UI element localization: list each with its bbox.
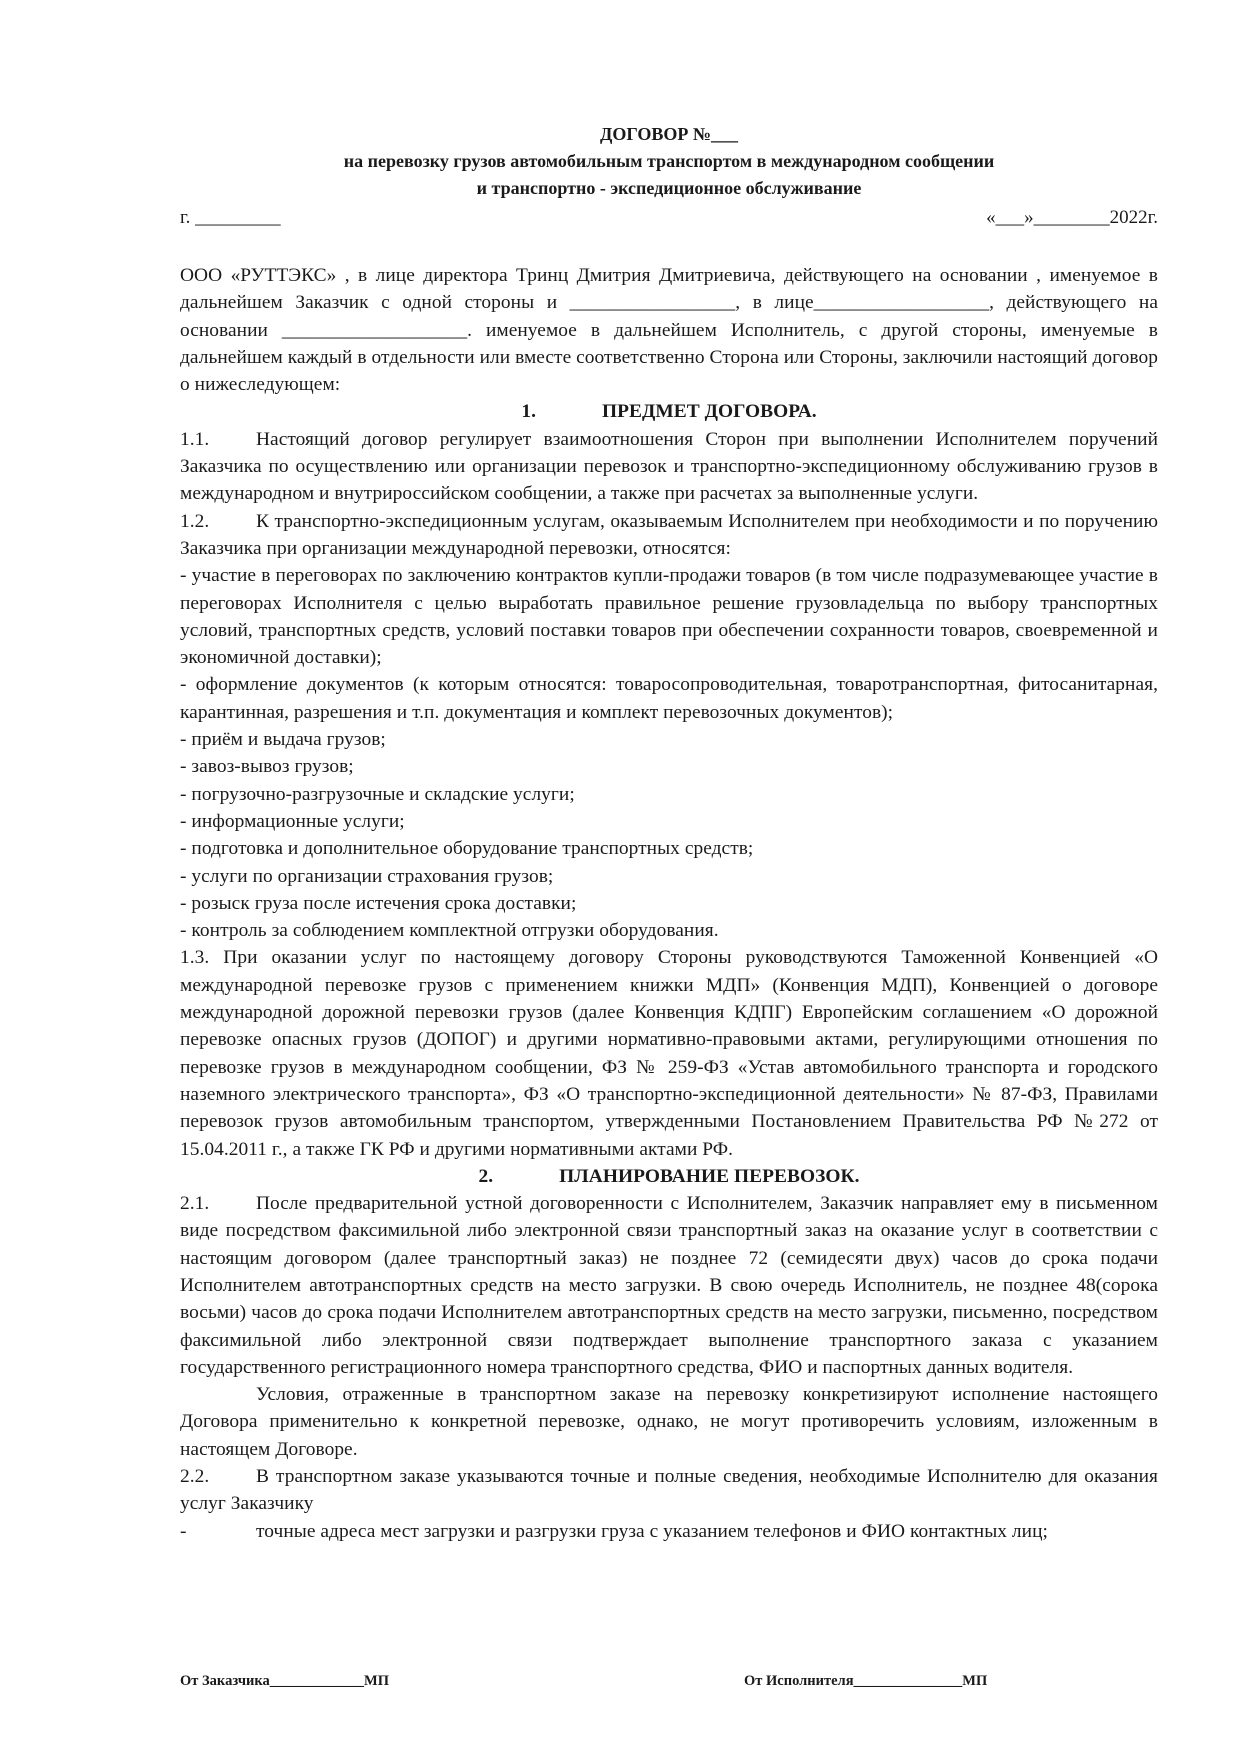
- section-title: ПЛАНИРОВАНИЕ ПЕРЕВОЗОК.: [559, 1165, 860, 1187]
- clause-text: К транспортно-экспедиционным услугам, оказываемым Исполнителем при необходимости и по поручению Заказчика при организации международной перевозки, относятся:: [180, 510, 1158, 559]
- contract-subtitle-line-1: на перевозку грузов автомобильным транспортом в международном сообщении: [343, 151, 995, 171]
- date-field: «___»________2022г.: [986, 207, 1158, 228]
- section-number: 1.: [521, 401, 536, 423]
- contractor-signature: От Исполнителя_______________МП: [744, 1673, 988, 1689]
- clause-number: 1.1.: [180, 428, 210, 450]
- clause-2-2-item: [180, 1518, 1158, 1545]
- clause-text: Настоящий договор регулирует взаимоотношения Сторон при выполнении Исполнителем поручений Заказчика по осуществлению или организации перевозок и транспортно-экспедиционному обслуживанию грузов в международном и внутрироссийском сообщении, а также при расчетах за выполненные услуги.: [180, 428, 1158, 505]
- clause-1-2: [180, 508, 1158, 563]
- service-item: - приём и выдача грузов;: [180, 729, 386, 751]
- service-item: - погрузочно-разгрузочные и складские услуги;: [180, 783, 575, 805]
- service-item: - информационные услуги;: [180, 810, 405, 832]
- service-item: - розыск груза после истечения срока доставки;: [180, 892, 577, 914]
- section-number: 2.: [478, 1165, 494, 1187]
- section-heading-1: [180, 398, 1158, 425]
- clause-2-1-continuation: Условия, отраженные в транспортном заказе на перевозку конкретизируют исполнение настоящего Договора применительно к конкретной перевозке, однако, не могут противоречить условиям, изложенным в настоящем Договоре.: [180, 1384, 1158, 1460]
- contract-title: ДОГОВОР №___: [600, 124, 738, 144]
- signature-footer: [180, 1671, 1158, 1691]
- service-item: - участие в переговорах по заключению контрактов купли-продажи товаров (в том числе подразумевающее участие в переговорах Исполнителя с целью выработать правильное решение грузовладельца по выбору транспортных условий, транспортных средств, условий поставки товаров при обеспечении сохранности товаров, своевременной и экономичной доставки);: [180, 565, 1158, 669]
- section-heading-2: [180, 1163, 1158, 1190]
- contract-subtitle-line-2: и транспортно - экспедиционное обслуживание: [476, 178, 862, 198]
- list-dash: -: [180, 1520, 187, 1542]
- place-date-line: [180, 204, 1158, 231]
- section-title: ПРЕДМЕТ ДОГОВОРА.: [601, 401, 817, 423]
- preamble: ООО «РУТТЭКС» , в лице директора Тринц Дмитрия Дмитриевича, действующего на основании , именуемое в дальнейшем Заказчик с одной стороны и _________________, в лице__________________, действующего на основании ___________________. именуемое в дальнейшем Исполнитель, с другой стороны, именуемые в дальнейшем каждый в отдельности или вместе соответственно Сторона или Стороны, заключили настоящий договор о нижеследующем:: [180, 265, 1158, 396]
- service-item: - завоз-вывоз грузов;: [180, 756, 354, 778]
- clause-2-1: [180, 1190, 1158, 1381]
- service-item: - услуги по организации страхования грузов;: [180, 865, 554, 887]
- service-item: - контроль за соблюдением комплектной отгрузки оборудования.: [180, 920, 719, 942]
- list-item-text: точные адреса мест загрузки и разгрузки груза с указанием телефонов и ФИО контактных лиц;: [256, 1520, 1048, 1542]
- clause-text: В транспортном заказе указываются точные и полные сведения, необходимые Исполнителю для оказания услуг Заказчику: [180, 1466, 1158, 1515]
- customer-signature: От Заказчика_____________МП: [180, 1673, 389, 1689]
- place-field: г. _________: [180, 207, 281, 228]
- clause-1-1: [180, 426, 1158, 508]
- clause-number: 2.1.: [180, 1193, 210, 1215]
- clause-number: 2.2.: [180, 1466, 210, 1488]
- clause-2-2: [180, 1463, 1158, 1518]
- contract-body: [180, 262, 1158, 1545]
- service-item: - оформление документов (к которым относятся: товаросопроводительная, товаротранспортная, фитосанитарная, карантинная, разрешения и т.п. документация и комплект перевозочных документов);: [180, 674, 1158, 723]
- clause-text: После предварительной устной договоренности с Исполнителем, Заказчик направляет ему в письменном виде посредством факсимильной либо электронной связи транспортный заказ на оказание услуг в соответствии с настоящим договором (далее транспортный заказ) не позднее 72 (семидесяти двух) часов до срока подачи Исполнителем автотранспортных средств на место загрузки. В свою очередь Исполнитель, не позднее 48(сорока восьми) часов до срока подачи Исполнителем автотранспортных средств на место загрузки, письменно, посредством факсимильной либо электронной связи подтверждает выполнение транспортного заказа с указанием государственного регистрационного номера транспортного средства, ФИО и паспортных данных водителя.: [180, 1193, 1158, 1378]
- clause-1-3: 1.3. При оказании услуг по настоящему договору Стороны руководствуются Таможенной Конвенцией «О международной перевозке грузов с применением книжки МДП» (Конвенция МДП), Конвенцией о договоре международной дорожной перевозки грузов (далее Конвенция КДПГ) Европейским соглашением «О дорожной перевозке опасных грузов (ДОПОГ) и другими нормативно-правовыми актами, регулирующими отношения по перевозке грузов в международном сообщении, ФЗ № 259-ФЗ «Устав автомобильного транспорта и городского наземного электрического транспорта», ФЗ «О транспортно-экспедиционной деятельности» № 87-ФЗ, Правилами перевозок грузов автомобильным транспортом, утвержденными Постановлением Правительства РФ №272 от 15.04.2011 г., а также ГК РФ и другими нормативными актами РФ.: [180, 947, 1158, 1160]
- clause-number: 1.2.: [180, 510, 210, 532]
- service-item: - подготовка и дополнительное оборудование транспортных средств;: [180, 838, 754, 860]
